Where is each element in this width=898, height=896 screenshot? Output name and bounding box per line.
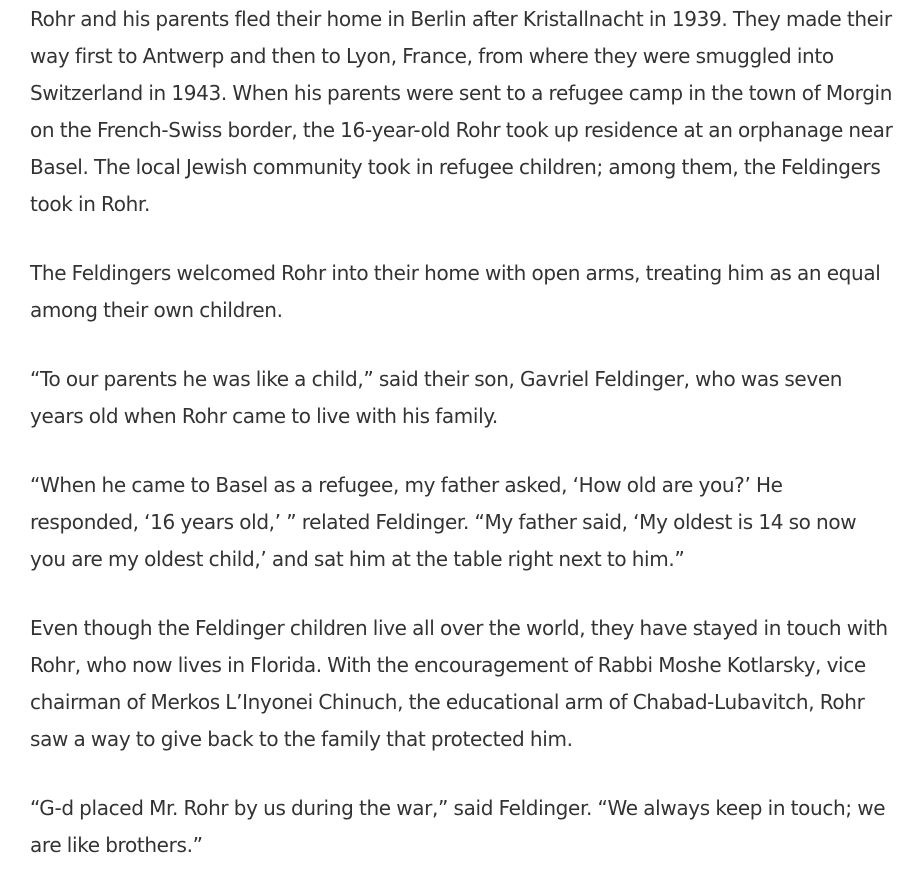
paragraph-quote-brothers: “G-d placed Mr. Rohr by us during the war,” said Feldinger. “We always keep in touch; we are like brothers.” xyxy=(30,796,886,857)
article-body xyxy=(30,1,896,896)
paragraph-quote-oldest: “When he came to Basel as a refugee, my father asked, ‘How old are you?’ He responded, ‘16 years old,’ ” related Feldinger. “My father said, ‘My oldest is 14 so now you are my oldest child,’ and sat him at the table right next to him.” xyxy=(30,473,857,571)
paragraph-welcome: The Feldingers welcomed Rohr into their home with open arms, treating him as an equal among their own children. xyxy=(30,261,881,322)
paragraph-escape: Rohr and his parents fled their home in Berlin after Kristallnacht in 1939. They made their way first to Antwerp and then to Lyon, France, from where they were smuggled into Switzerland in 1943. When his parents were sent to a refugee camp in the town of Morgin on the French-Swiss border, the 16-year-old Rohr took up residence at an orphanage near Basel. The local Jewish community took in refugee children; among them, the Feldingers took in Rohr. xyxy=(30,7,893,216)
paragraph-in-touch: Even though the Feldinger children live all over the world, they have stayed in touch with Rohr, who now lives in Florida. With the encouragement of Rabbi Moshe Kotlarsky, vice chairman of Merkos L’Inyonei Chinuch, the educational arm of Chabad-Lubavitch, Rohr saw a way to give back to the family that protected him. xyxy=(30,616,888,751)
paragraph-quote-child: “To our parents he was like a child,” said their son, Gavriel Feldinger, who was seven years old when Rohr came to live with his family. xyxy=(30,367,843,428)
